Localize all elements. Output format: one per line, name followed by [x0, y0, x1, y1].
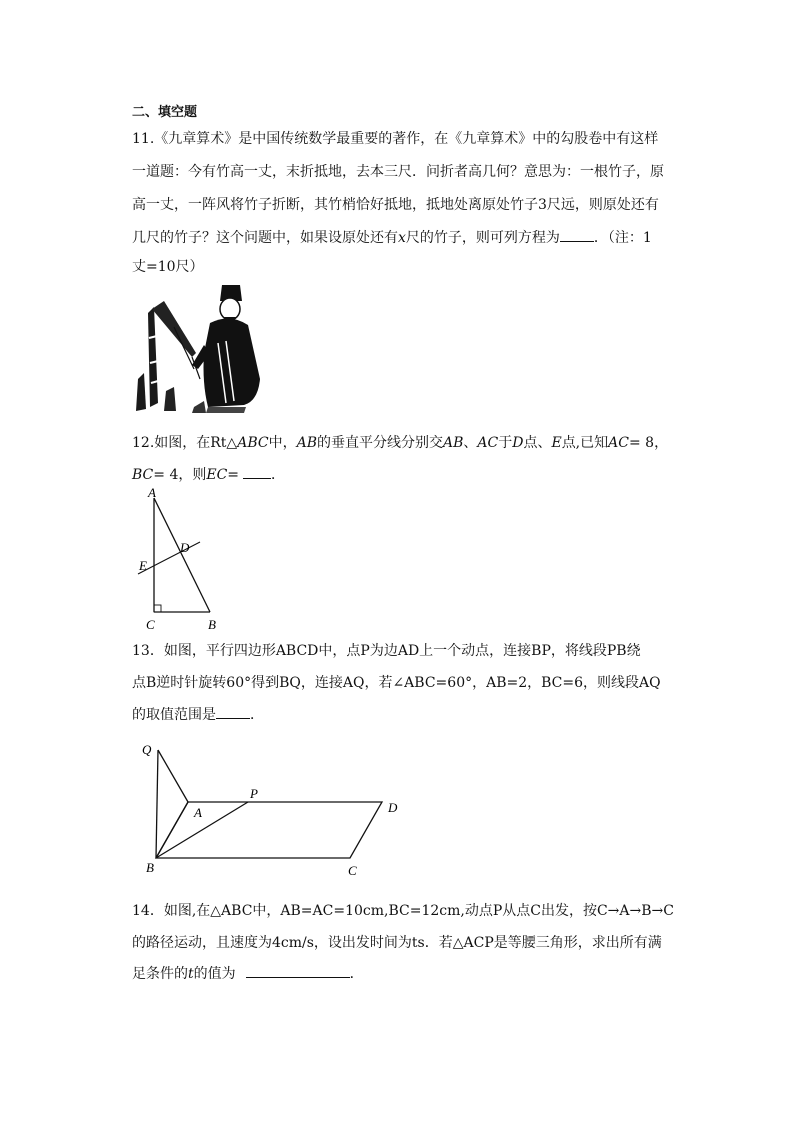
- q12-math: D: [512, 435, 524, 451]
- q12-math: E: [551, 435, 562, 451]
- q11-variable-x: x: [398, 230, 406, 246]
- q11-answer-blank[interactable]: [560, 229, 594, 242]
- label-D: D: [180, 540, 190, 555]
- q12-text: ．: [271, 467, 286, 483]
- q14-answer-blank[interactable]: [246, 965, 350, 978]
- label-E: E: [139, 558, 147, 573]
- q14-variable-t: t: [188, 966, 194, 982]
- q11-line-1: 11.《九章算术》是中国传统数学最重要的著作，在《九章算术》中的勾股卷中有这样: [132, 131, 659, 147]
- q14-text: 足条件的: [132, 966, 188, 982]
- q12-math: BC: [132, 467, 154, 483]
- q13-line-3: [132, 704, 264, 724]
- q14-line-2: 的路径运动，且速度为4cm/s，设出发时间为ts．若△ACP是等腰三角形，求出所有满: [132, 935, 662, 951]
- q12-text: =: [227, 467, 240, 483]
- q12-text: 12.如图，在Rt△: [132, 435, 238, 451]
- q11-text: 几尺的竹子？这个问题中，如果设原处还有: [132, 230, 398, 246]
- q11-line-2: 一道题：今有竹高一丈，末折抵地，去本三尺．问折者高几何？意思为：一根竹子，原: [132, 164, 664, 180]
- q12-math: AC: [477, 435, 499, 451]
- label-B: B: [146, 860, 154, 875]
- q12-math: ABC: [237, 435, 269, 451]
- label-C: C: [348, 863, 357, 878]
- q12-line-1: [132, 432, 668, 452]
- q13-text: 的取值范围是: [132, 707, 216, 723]
- q11-line-4: [132, 227, 652, 247]
- q14-text: 的值为: [193, 966, 236, 982]
- q12-text: 点、: [523, 435, 552, 451]
- q13-answer-blank[interactable]: [216, 706, 250, 719]
- label-A: A: [148, 485, 156, 500]
- q14-line-1: 14．如图,在△ABC中，AB=AC=10cm,BC=12cm,动点P从点C出发，按C→A→B→C: [132, 903, 674, 919]
- section-heading: 二、填空题: [132, 105, 198, 120]
- q12-line-2: [132, 464, 285, 484]
- q12-text: = 4，则: [153, 467, 207, 483]
- q12-text: 、: [463, 435, 478, 451]
- q11-text: 尺的竹子，则可列方程为: [405, 230, 560, 246]
- q12-text: = 8: [628, 435, 655, 451]
- q12-math: AB: [442, 435, 464, 451]
- q12-text: 的垂直平分线分别交: [316, 435, 443, 451]
- q12-text: 点,已知: [561, 435, 609, 451]
- q11-line-5: 丈=10尺）: [132, 259, 204, 275]
- q12-math: AB: [296, 435, 317, 451]
- q12-text: ，: [654, 435, 669, 451]
- q11-text: ．（注：1: [593, 230, 652, 246]
- q12-answer-blank[interactable]: [243, 466, 271, 479]
- q13-line-2: 点B逆时针旋转60°得到BQ，连接AQ，若∠ABC=60°，AB=2，BC=6，则线段AQ: [132, 675, 661, 691]
- q12-text: 于: [498, 435, 513, 451]
- label-B: B: [208, 617, 216, 632]
- scholar-robe: [204, 318, 261, 407]
- q13-line-1: 13．如图，平行四边形ABCD中，点P为边AD上一个动点，连接BP，将线段PB绕: [132, 643, 641, 659]
- q12-text: 中，: [268, 435, 297, 451]
- q12-math: AC: [608, 435, 629, 451]
- q14-text: ．: [349, 966, 364, 982]
- q12-math: EC: [206, 467, 228, 483]
- label-Q: Q: [142, 742, 152, 757]
- q13-text: ．: [250, 707, 264, 723]
- bamboo-scholar-illustration: [134, 283, 264, 415]
- q11-line-3: 高一丈，一阵风将竹子折断，其竹梢恰好抵地，抵地处离原处竹子3尺远，则原处还有: [132, 197, 659, 213]
- label-D: D: [388, 800, 398, 815]
- bamboo-broken-top: [152, 301, 196, 357]
- q14-line-3: [132, 963, 364, 983]
- bamboo-stalk: [148, 307, 158, 407]
- label-P: P: [250, 786, 258, 801]
- q12-triangle-figure: [130, 484, 230, 634]
- q13-parallelogram-figure: [138, 738, 408, 878]
- label-A: A: [194, 805, 202, 820]
- label-C: C: [146, 617, 155, 632]
